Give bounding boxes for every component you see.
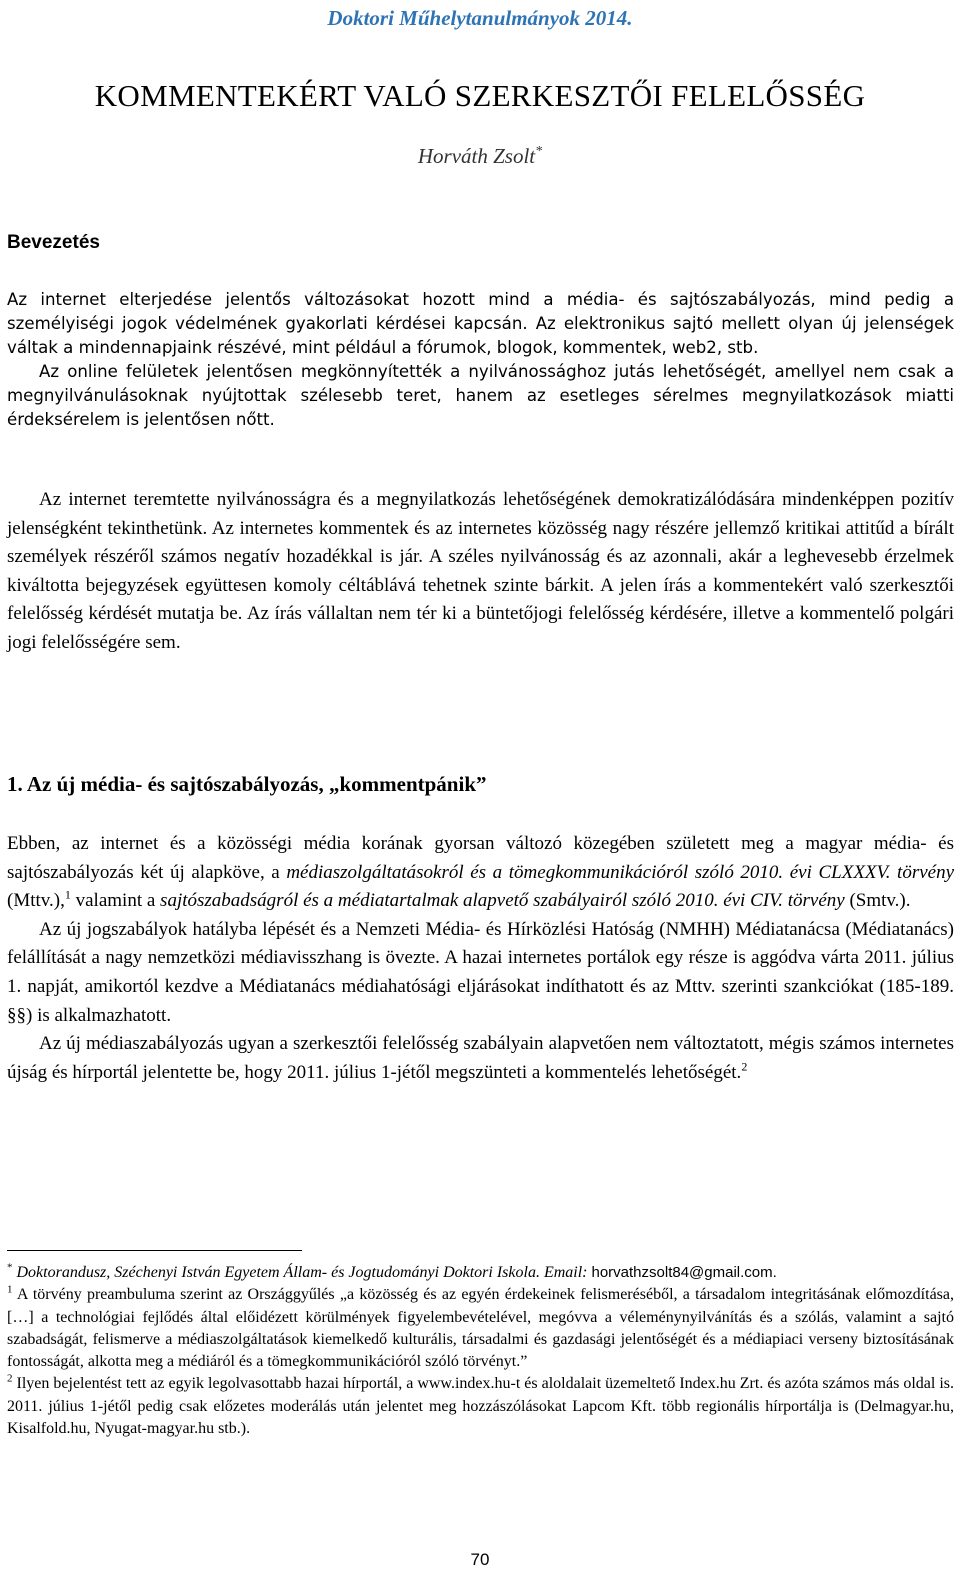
article-title: KOMMENTEKÉRT VALÓ SZERKESZTŐI FELELŐSSÉG xyxy=(94,78,866,113)
author-name: Horváth Zsolt xyxy=(417,144,536,168)
footnote-ref-1[interactable]: 1 xyxy=(64,887,71,902)
footnotes xyxy=(7,1262,954,1440)
intro-paragraph-2: Az online felületek jelentősen megkönnyítették a nyilvánossághoz jutás lehetőségét, amellyel nem csak a megnyilvánulásoknak nyújtottak szélesebb teret, hanem az esetleges sérelmes megnyilatkozások miatti érdeksérelem is jelentősen nőtt. xyxy=(7,362,954,429)
text-run: valamint a xyxy=(70,890,161,912)
law-title-smtv: sajtószabadságról és a médiatartalmak alapvető szabályairól szóló 2010. évi CIV. törvény xyxy=(160,890,845,912)
text-run: Ebben, az internet és a közösségi média korának gyorsan változó közegében született meg a magyar média- és sajtószabályozás két új alapköve, a xyxy=(7,833,954,883)
section-1-body xyxy=(7,830,954,1087)
running-head: Doktori Műhelytanulmányok 2014. xyxy=(327,6,633,30)
footnote-separator xyxy=(7,1250,302,1251)
author-line xyxy=(0,144,960,169)
footnote-2 xyxy=(7,1373,954,1440)
intro-section xyxy=(7,288,954,432)
footnote-mark: 1 xyxy=(7,1283,13,1296)
law-title-mttv: médiaszolgáltatásokról és a tömegkommunikációról szóló 2010. évi CLXXXV. törvény xyxy=(286,861,955,883)
footnote-mark: 2 xyxy=(7,1373,13,1386)
intro-continued xyxy=(7,486,954,658)
footnote-text: Doktorandusz, Széchenyi István Egyetem Állam- és Jogtudományi Doktori Iskola. Email: xyxy=(16,1264,592,1281)
text-run: (Mttv.), xyxy=(7,890,65,912)
footnote-text: Ilyen bejelentést tett az egyik legolvasottabb hazai hírportál, a www.index.hu-t és aloldalait üzemeltető Index.hu Zrt. és azóta számos más oldal is. 2011. július 1-jétől pedig csak előzetes moderálás után jelentet meg hozzászólásokat Lapcom Kft. több regionális hírportálja is (Delmagyar.hu, Kisalfold.hu, Nyugat-magyar.hu stb.). xyxy=(7,1375,954,1438)
text-run: (Smtv.). xyxy=(844,890,911,912)
author-footnote-mark: * xyxy=(535,144,543,159)
page-number: 70 xyxy=(470,1550,490,1569)
intro-paragraph-3: Az internet teremtette nyilvánosságra és a megnyilatkozás lehetőségének demokratizálódására mindenképpen pozitív jelenségként tekinthetünk. Az internetes kommentek és az internetes közösség nagy részére jellemző kritikai attitűd a bírált személyek részéről számos negatív hozadékkal is jár. A széles nyilvánosság és az azonnali, akár a leghevesebb érzelmek kiváltotta bejegyzések együttesen komoly céltáblává tehetnek szinte bárkit. A jelen írás a kommentekért való szerkesztői felelősség kérdését mutatja be. Az írás vállaltan nem tér ki a büntetőjogi felelősség kérdésére, illetve a kommentelő polgári jogi felelősségére sem. xyxy=(7,489,954,653)
footnote-mark: * xyxy=(7,1261,13,1274)
email-link[interactable]: horvathzsolt84@gmail.com. xyxy=(591,1264,777,1281)
text-run: Az új médiaszabályozás ugyan a szerkesztői felelősség szabályain alapvetően nem változtatott, mégis számos internetes újság és hírportál jelentette be, hogy 2011. július 1-jétől megszünteti a kommentelés lehetőségét. xyxy=(7,1033,954,1083)
section-1-paragraph-3 xyxy=(7,1030,954,1087)
section-1-heading: 1. Az új média- és sajtószabályozás, „kommentpánik” xyxy=(7,772,487,796)
intro-heading: Bevezetés xyxy=(7,232,100,253)
footnote-ref-2[interactable]: 2 xyxy=(741,1059,748,1074)
footnote-1 xyxy=(7,1284,954,1373)
section-1-paragraph-1 xyxy=(7,830,954,916)
footnote-author xyxy=(7,1262,954,1284)
section-1-paragraph-2: Az új jogszabályok hatályba lépését és a Nemzeti Média- és Hírközlési Hatóság (NMHH) Médiatanácsa (Médiatanács) felállítását a nagy nemzetközi médiavisszhang is övezte. A hazai internetes portálok egy része is aggódva várta 2011. július 1. napját, amikortól kezdve a Médiatanács médiahatósági eljárásokat indíthatott és az Mttv. szerinti szankciókat (185-189. §§) is alkalmazhatott. xyxy=(7,918,954,1026)
footnote-text: A törvény preambuluma szerint az Országgyűlés „a közösség és az egyén érdekeinek felismeréséből, a társadalom integritásának előmozdítása, […] a technológiai fejlődés által előidézett körülmények figyelembevételével, megóvva a véleménynyilvánítás és a szólás, valamint a sajtó szabadságát, felismerve a médiaszolgáltatások kiemelkedő kulturális, társadalmi és gazdasági jelentőségét és a médiapiaci verseny biztosításának fontosságát, alkotta meg a médiáról és a tömegkommunikációról szóló törvényt.” xyxy=(7,1286,954,1371)
intro-paragraph-1: Az internet elterjedése jelentős változásokat hozott mind a média- és sajtószabályozás, mind pedig a személyiségi jogok védelmének gyakorlati kérdései kapcsán. Az elektronikus sajtó mellett olyan új jelenségek váltak a mindennapjaink részévé, mint például a fórumok, blogok, kommentek, web2, stb. xyxy=(7,290,954,357)
